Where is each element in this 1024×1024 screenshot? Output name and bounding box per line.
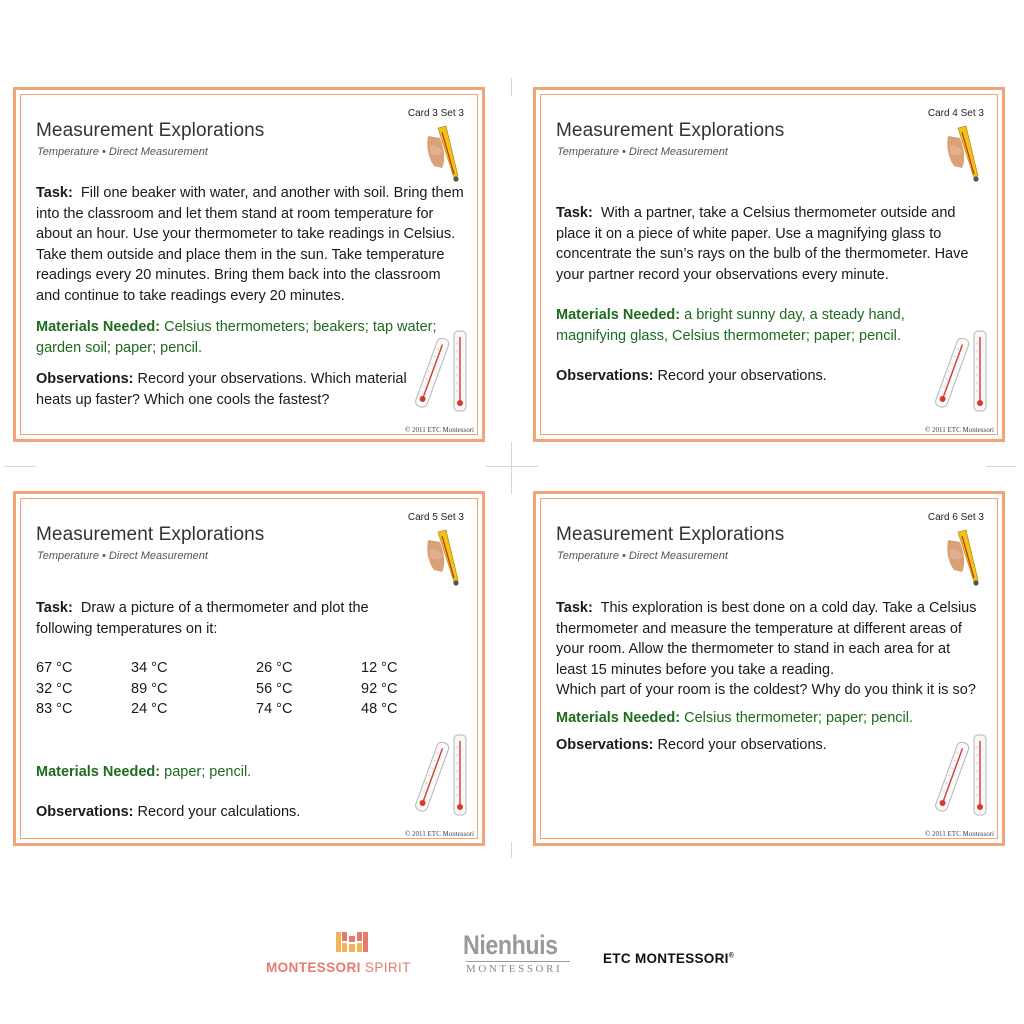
card-number: Card 6 Set 3 bbox=[927, 512, 984, 523]
observations-text: Record your observations. bbox=[657, 368, 827, 384]
hand-thermometer-icon bbox=[944, 528, 984, 588]
card-number: Card 5 Set 3 bbox=[407, 512, 464, 523]
card-number: Card 4 Set 3 bbox=[927, 108, 984, 119]
stand-thermometers-icon bbox=[414, 329, 474, 419]
materials-text: a bright sunny day, a steady hand, magnifying glass, Celsius thermometer; paper; pencil. bbox=[556, 307, 905, 344]
etc-montessori-logo: ETC MONTESSORI® bbox=[603, 951, 735, 966]
observations-label: Observations: bbox=[36, 371, 134, 387]
task-paragraph bbox=[556, 598, 984, 680]
crop-mark bbox=[4, 466, 36, 467]
task-paragraph bbox=[556, 203, 984, 285]
card-number: Card 3 Set 3 bbox=[407, 108, 464, 119]
temperature-value: 26 °C bbox=[256, 660, 293, 676]
observations-paragraph bbox=[556, 366, 984, 387]
materials-text: Celsius thermometer; paper; pencil. bbox=[684, 709, 914, 726]
montessori-spirit-logo: MONTESSORI SPIRIT bbox=[266, 960, 411, 975]
stand-thermometers-icon bbox=[934, 733, 994, 823]
stand-thermometers-icon bbox=[414, 733, 474, 823]
hand-thermometer-icon bbox=[424, 528, 464, 588]
crop-mark bbox=[511, 78, 512, 96]
task-label: Task: bbox=[36, 600, 73, 616]
materials-label: Materials Needed: bbox=[36, 763, 161, 780]
temperature-value: 56 °C bbox=[256, 680, 293, 697]
brand-logos bbox=[0, 920, 1024, 990]
task-label: Task: bbox=[556, 600, 593, 616]
card-title: Measurement Explorations bbox=[36, 120, 265, 141]
copyright: © 2011 ETC Montessori bbox=[404, 830, 474, 838]
temperature-value: 83 °C bbox=[36, 701, 73, 717]
temperature-value: 67 °C bbox=[36, 660, 73, 676]
card-subtitle: Temperature • Direct Measurement bbox=[557, 550, 728, 562]
task-paragraph bbox=[36, 598, 464, 639]
temperature-value: 89 °C bbox=[131, 680, 168, 697]
card-5 bbox=[13, 491, 485, 846]
card-3 bbox=[13, 87, 485, 442]
materials-paragraph bbox=[36, 317, 464, 358]
crop-mark bbox=[511, 442, 512, 494]
task-text: With a partner, take a Celsius thermometer outside and place it on a piece of white paper. Use a magnifying glass to concentrate the sun’s rays on the bulb of the thermometer. Have your partner record your observations every minute. bbox=[556, 205, 969, 283]
temperature-value: 32 °C bbox=[36, 680, 73, 697]
temperature-list bbox=[36, 658, 464, 720]
materials-label: Materials Needed: bbox=[36, 319, 161, 335]
temperature-value: 48 °C bbox=[361, 701, 398, 717]
montessori-spirit-logo-icon bbox=[336, 932, 368, 952]
task-text: Draw a picture of a thermometer and plot the following temperatures on it: bbox=[36, 600, 369, 637]
crop-mark bbox=[511, 842, 512, 858]
task-question: Which part of your room is the coldest? Why do you think it is so? bbox=[556, 682, 976, 698]
crop-mark bbox=[986, 466, 1016, 467]
observations-label: Observations: bbox=[36, 804, 134, 820]
card-title: Measurement Explorations bbox=[36, 524, 265, 545]
observations-paragraph bbox=[556, 735, 984, 756]
temperature-value: 92 °C bbox=[361, 680, 398, 697]
hand-thermometer-icon bbox=[944, 124, 984, 184]
task-text: Fill one beaker with water, and another with soil. Bring them into the classroom and let them stand at room temperature for about an hour. Use your thermometer to take readings in Celsius. Take them outside and place them in the sun. Take temperature readings every 20 minutes. Bring them back into the classroom and continue to take readings every 20 minutes. bbox=[36, 185, 464, 304]
observations-text: Record your observations. bbox=[657, 737, 827, 753]
materials-text: paper; pencil. bbox=[164, 763, 252, 780]
card-body bbox=[36, 183, 464, 410]
observations-text: Record your calculations. bbox=[137, 804, 301, 820]
card-body bbox=[556, 203, 984, 387]
card-body bbox=[36, 598, 464, 823]
nienhuis-subtitle: MONTESSORI bbox=[466, 963, 563, 975]
copyright: © 2011 ETC Montessori bbox=[404, 426, 474, 434]
card-title: Measurement Explorations bbox=[556, 120, 785, 141]
task-label: Task: bbox=[556, 205, 593, 221]
card-4 bbox=[533, 87, 1005, 442]
card-subtitle: Temperature • Direct Measurement bbox=[37, 146, 208, 158]
task-label: Task: bbox=[36, 185, 73, 201]
card-body bbox=[556, 598, 984, 756]
materials-paragraph bbox=[36, 762, 464, 783]
materials-label: Materials Needed: bbox=[556, 307, 681, 323]
materials-paragraph bbox=[556, 708, 984, 729]
card-title: Measurement Explorations bbox=[556, 524, 785, 545]
observations-paragraph bbox=[36, 802, 464, 823]
copyright: © 2011 ETC Montessori bbox=[924, 426, 994, 434]
task-text: This exploration is best done on a cold day. Take a Celsius thermometer and measure the temperature at different areas of your room. Allow the thermometer to stand in each area for at least 15 minutes before you take a reading. bbox=[556, 600, 977, 678]
observations-label: Observations: bbox=[556, 368, 654, 384]
temperature-value: 34 °C bbox=[131, 660, 168, 676]
observations-text: Record your observations. Which material heats up faster? Which one cools the fastest? bbox=[36, 371, 407, 408]
nienhuis-logo: Nienhuis bbox=[463, 930, 558, 960]
materials-text: Celsius thermometers; beakers; tap water; garden soil; paper; pencil. bbox=[36, 319, 437, 356]
task-paragraph bbox=[36, 183, 464, 306]
hand-thermometer-icon bbox=[424, 124, 464, 184]
materials-paragraph bbox=[556, 305, 984, 346]
materials-label: Materials Needed: bbox=[556, 709, 681, 726]
temperature-value: 12 °C bbox=[361, 660, 398, 676]
temperature-value: 24 °C bbox=[131, 701, 168, 717]
crop-mark bbox=[486, 466, 538, 467]
card-subtitle: Temperature • Direct Measurement bbox=[557, 146, 728, 158]
temperature-value: 74 °C bbox=[256, 701, 293, 717]
stand-thermometers-icon bbox=[934, 329, 994, 419]
copyright: © 2011 ETC Montessori bbox=[924, 830, 994, 838]
nienhuis-divider bbox=[466, 961, 570, 962]
observations-paragraph bbox=[36, 369, 464, 410]
card-6 bbox=[533, 491, 1005, 846]
observations-label: Observations: bbox=[556, 737, 654, 753]
card-subtitle: Temperature • Direct Measurement bbox=[37, 550, 208, 562]
